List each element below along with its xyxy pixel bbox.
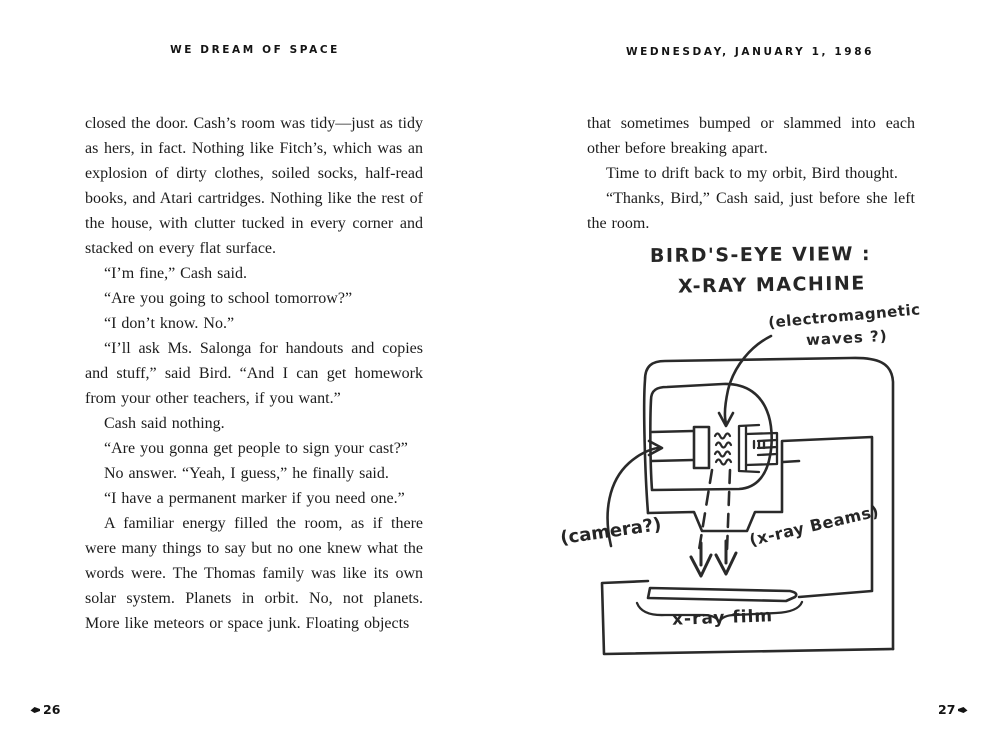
body-paragraph: A familiar energy filled the room, as if there were many things to say but no one knew what the words were. The Thomas family was like its own solar system. Planets in orbit. No, not planets. More like meteors or space junk. Floating objects <box>85 515 423 632</box>
body-paragraph: that sometimes bumped or slammed into each other before breaking apart. <box>587 115 915 157</box>
page-number-right <box>938 702 968 717</box>
page-number-left <box>30 702 60 717</box>
body-paragraph: Time to drift back to my orbit, Bird thought. <box>606 165 898 182</box>
wave-squiggles <box>715 434 731 465</box>
left-page-text <box>85 111 423 636</box>
xray-machine-sketch <box>555 240 1000 670</box>
page-number-text: 27 <box>938 702 956 717</box>
body-paragraph: “I’m fine,” Cash said. <box>104 265 247 282</box>
waves-arrow <box>719 336 771 426</box>
body-paragraph: “I don’t know. No.” <box>104 315 235 332</box>
label-xray-beams: (x-ray Beams) <box>747 501 881 550</box>
body-paragraph: “Are you going to school tomorrow?” <box>104 290 353 307</box>
body-paragraph: closed the door. Cash’s room was tidy—just as tidy as hers, in fact. Nothing like Fitch’s, which was an explosion of dirty clothes, soiled socks, half-read books, and Atari cartridges. Nothing like the rest of the house, with clutter tucked in every corner and stacked on every flat surface. <box>85 115 423 257</box>
label-camera: (camera?) <box>559 514 663 549</box>
body-paragraph: No answer. “Yeah, I guess,” he finally said. <box>104 465 389 482</box>
body-paragraph: “I have a permanent marker if you need one.” <box>104 490 405 507</box>
drawing-title-line1: BIRD'S-EYE VIEW : <box>649 243 872 267</box>
page-number-text: 26 <box>43 702 61 717</box>
label-electromagnetic-waves-line1: (electromagnetic <box>767 300 922 332</box>
machine-outline <box>644 358 893 649</box>
rocket-icon <box>957 706 968 714</box>
scanner-head <box>650 384 777 490</box>
rocket-icon <box>30 706 41 714</box>
label-xray-film: x-ray film <box>671 606 774 630</box>
running-head-left: WE DREAM OF SPACE <box>170 44 340 56</box>
body-paragraph: “I’ll ask Ms. Salonga for handouts and copies and stuff,” said Bird. “And I can get homework from your other teachers, if you want.” <box>85 340 423 407</box>
drawing-title-line2: X-RAY MACHINE <box>677 272 866 298</box>
body-paragraph: Cash said nothing. <box>104 415 225 432</box>
running-head-right: WEDNESDAY, JANUARY 1, 1986 <box>625 46 875 58</box>
right-page-text <box>587 111 915 236</box>
body-paragraph: “Thanks, Bird,” Cash said, just before she left the room. <box>587 190 915 232</box>
label-electromagnetic-waves-line2: waves ?) <box>805 326 889 350</box>
camera-block <box>694 427 709 468</box>
body-paragraph: “Are you gonna get people to sign your cast?” <box>104 440 408 457</box>
